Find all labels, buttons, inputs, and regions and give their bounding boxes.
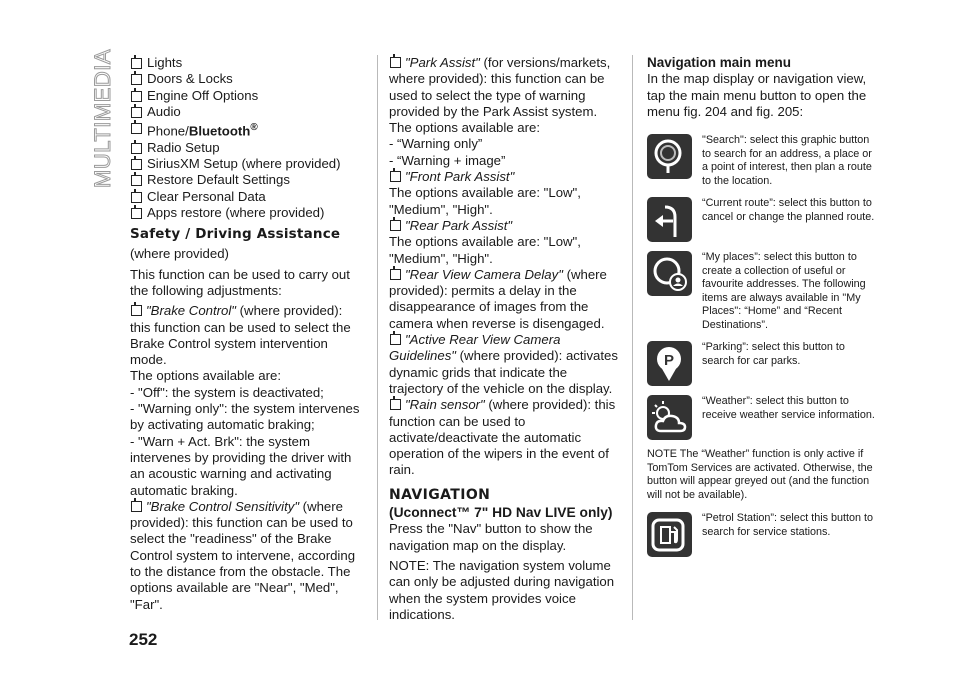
menu-item-my-places — [647, 251, 879, 332]
registered-mark: ® — [250, 122, 258, 134]
options-title: The options available are: — [389, 120, 541, 136]
bullet-icon — [131, 501, 142, 512]
list-item: Apps restore (where provided) — [130, 205, 366, 221]
option-warn-brake: - "Warn + Act. Brk": the system intervenes by providing the driver with an acoustic warning and activating automatic braking. — [130, 433, 352, 498]
menu-item-description: “Current route”: select this button to cancel or change the planned route. — [702, 197, 875, 223]
bullet-icon — [131, 192, 142, 203]
navigation-menu-heading: Navigation main menu — [647, 55, 792, 70]
camera-delay-paragraph: "Rear View Camera Delay" (where provided): permits a delay in the disappearance of images from the camera when reverse is disengaged. — [389, 266, 607, 331]
weather-note: NOTE The “Weather” function is only active if TomTom Services are activated. Otherwise, the button will appear greyed out (and the function will not be available). — [647, 448, 873, 501]
menu-item-description: “Weather”: select this button to receive weather service information. — [702, 395, 875, 421]
bluetooth-label: Bluetooth — [188, 123, 251, 139]
parking-icon[interactable] — [647, 341, 692, 386]
brake-control-paragraph: "Brake Control" (where provided): this function can be used to select the Brake Control system intervention mode. — [130, 303, 351, 368]
list-item: SiriusXM Setup (where provided) — [130, 156, 366, 172]
list-item: Phone/Bluetooth® — [130, 120, 366, 140]
column-1 — [130, 55, 366, 613]
options-title: The options available are: — [130, 368, 282, 384]
bullet-icon — [131, 143, 142, 154]
page-number: 252 — [129, 630, 158, 649]
menu-item-description: “Parking”: select this button to search for car parks. — [702, 341, 845, 367]
intro-paragraph: This function can be used to carry out the following adjustments: — [130, 266, 350, 298]
search-icon[interactable] — [647, 134, 692, 179]
menu-item-parking — [647, 341, 879, 386]
menu-item-description: “Petrol Station”: select this button to search for service stations. — [702, 512, 874, 538]
front-park-assist-title: "Front Park Assist" — [389, 169, 619, 185]
bullet-icon — [131, 58, 142, 69]
menu-item-description: "Search": select this graphic button to search for an address, a place or a point of interest, then plan a route to the location. — [702, 134, 872, 187]
uconnect-heading: (Uconnect™ 7" HD Nav LIVE only) — [389, 505, 613, 521]
bullet-icon — [390, 220, 401, 231]
bullet-icon — [131, 107, 142, 118]
park-option-1: - “Warning only” — [389, 136, 483, 152]
bullet-icon — [131, 305, 142, 316]
bullet-icon — [131, 74, 142, 85]
my-places-icon[interactable] — [647, 251, 692, 296]
rear-park-assist-options: The options available are: "Low", "Medium", "High". — [389, 234, 581, 266]
bullet-icon — [131, 123, 142, 134]
menu-item-petrol-station — [647, 512, 879, 557]
menu-item-search — [647, 134, 879, 188]
rain-sensor-paragraph: "Rain sensor" (where provided): this function can be used to activate/deactivate the automatic operation of the wipers in the event of rain. — [389, 397, 616, 478]
option-warning: - "Warning only": the system intervenes by activating automatic braking; — [130, 401, 360, 433]
column-divider — [632, 55, 633, 620]
column-3 — [647, 55, 879, 557]
list-item: Engine Off Options — [130, 88, 366, 104]
bullet-icon — [390, 399, 401, 410]
svg-text:P: P — [663, 352, 675, 370]
list-item: Restore Default Settings — [130, 172, 366, 188]
brake-sensitivity-paragraph: "Brake Control Sensitivity" (where provided): this function can be used to select the "readiness" of the Brake Control system to intervene, according to the distance from the obstacle. The options available are "Near", "Med", "Far". — [130, 498, 356, 612]
menu-item-current-route — [647, 197, 879, 242]
option-off: - "Off": the system is deactivated; — [130, 384, 324, 400]
section-side-label: MULTIMEDIA — [90, 48, 115, 188]
bullet-icon — [131, 208, 142, 219]
list-item: Radio Setup — [130, 140, 366, 156]
current-route-icon[interactable] — [647, 197, 692, 242]
camera-guidelines-paragraph: "Active Rear View Camera Guidelines" (where provided): activates dynamic grids that indicate the trajectory of the vehicle on the display. — [389, 332, 618, 396]
column-divider — [377, 55, 378, 620]
list-item: Audio — [130, 104, 366, 120]
menu-item-weather — [647, 395, 879, 440]
bullet-icon — [131, 175, 142, 186]
list-item: Clear Personal Data — [130, 189, 366, 205]
column-2 — [389, 55, 619, 623]
section-heading: Safety / Driving Assistance — [130, 226, 341, 243]
park-assist-paragraph: "Park Assist" (for versions/markets, where provided): this function can be used to select the type of warning provided by the Park Assist system. — [389, 55, 611, 119]
list-item: Doors & Locks — [130, 71, 366, 87]
bullet-icon — [390, 57, 401, 68]
park-option-2: - “Warning + image” — [389, 152, 506, 168]
list-item: Lights — [130, 55, 366, 71]
navigation-volume-note: NOTE: The navigation system volume can only be adjusted during navigation when the system provides voice indications. — [389, 557, 615, 622]
where-provided-note: (where provided) — [130, 246, 229, 262]
petrol-station-icon[interactable] — [647, 512, 692, 557]
press-nav-paragraph: Press the "Nav" button to show the navigation map on the display. — [389, 521, 593, 553]
menu-item-description: “My places”: select this button to create a collection of useful or favourite addresses. The following items are always available in "My Places": “Home” and “Recent Destinations”. — [702, 251, 866, 331]
navigation-heading: NAVIGATION — [389, 486, 491, 503]
navigation-menu-intro: In the map display or navigation view, tap the main menu button to open the menu fig. 204 and fig. 205: — [647, 71, 867, 119]
bullet-icon — [131, 91, 142, 102]
front-park-assist-options: The options available are: "Low", "Medium", "High". — [389, 185, 581, 217]
bullet-icon — [390, 171, 401, 182]
bullet-icon — [131, 159, 142, 170]
bullet-icon — [390, 269, 401, 280]
rear-park-assist-title: "Rear Park Assist" — [389, 218, 619, 234]
bullet-icon — [390, 334, 401, 345]
weather-icon[interactable] — [647, 395, 692, 440]
